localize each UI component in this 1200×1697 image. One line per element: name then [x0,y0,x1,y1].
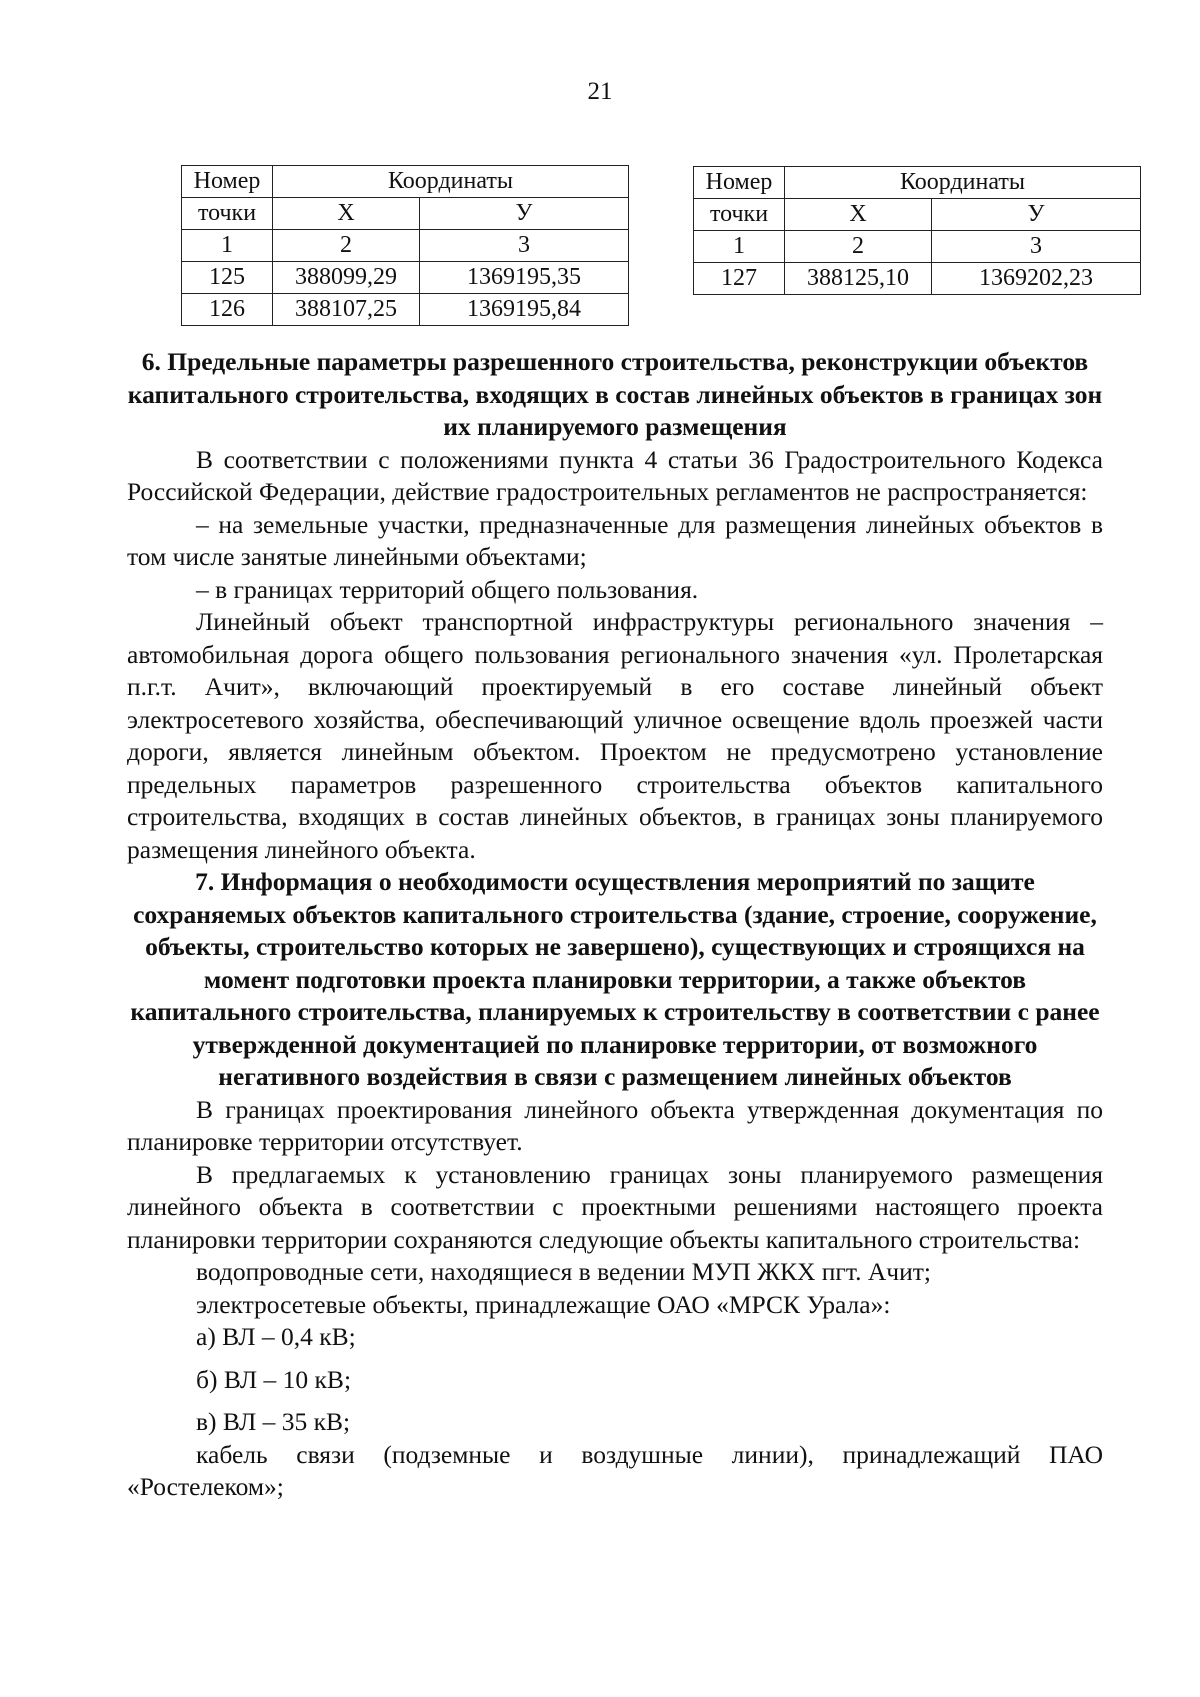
section-7-paragraph-2: В предлагаемых к установлению границах зоны планируемого размещения линейного объекта в соответствии с проектными решениями настоящего проекта планировки территории сохраняются следующие объекты капитального строительства: [127,1159,1103,1254]
document-body [127,346,1103,1504]
table-cell: 1 [694,231,785,263]
table-cell: 1369202,23 [932,263,1141,295]
header-number: Номер [694,167,785,199]
table-row [694,263,1141,295]
table-cell: 126 [182,294,273,326]
table-cell: 1369195,84 [420,294,629,326]
section-6-bullet-2: – в границах территорий общего пользования. [196,574,699,604]
header-number: Номер [182,166,273,198]
header-coordinates: Координаты [273,166,629,198]
table-cell: 388099,29 [273,262,420,294]
table-cell: 388125,10 [785,263,932,295]
coordinates-table-2 [693,166,1141,295]
table-cell: 1369195,35 [420,262,629,294]
list-item: кабель связи (подземные и воздушные линии), принадлежащий ПАО «Ростелеком»; [127,1439,1103,1501]
section-7-heading: 7. Информация о необходимости осуществления мероприятий по защите сохраняемых объектов капитального строительства (здание, строение, сооружение, объекты, строительство которых не завершено), существующих и строящихся на момент подготовки проекта планировки территории, а также объектов капитального строительства, планируемых к строительству в соответствии с ранее утвержденной документацией по планировке территории, от возможного негативного воздействия в связи с размещением линейных объектов [130,867,1100,1091]
table-index-row [182,230,629,262]
header-y: У [420,198,629,230]
list-item: а) ВЛ – 0,4 кВ; [196,1322,356,1351]
table-cell: 1 [182,230,273,262]
list-item: электросетевые объекты, принадлежащие ОАО «МРСК Урала»: [196,1289,891,1319]
table-cell: 127 [694,263,785,295]
page-number: 21 [587,78,613,105]
table-row [182,262,629,294]
header-y: У [932,199,1141,231]
section-6-bullet-1: – на земельные участки, предназначенные для размещения линейных объектов в том числе занятые линейными объектами; [127,509,1103,571]
header-number-sub: точки [694,199,785,231]
table-row [182,294,629,326]
table-cell: 2 [273,230,420,262]
header-x: Х [785,199,932,231]
table-cell: 3 [932,231,1141,263]
table-cell: 3 [420,230,629,262]
header-coordinates: Координаты [785,167,1141,199]
table-cell: 2 [785,231,932,263]
header-x: Х [273,198,420,230]
section-6-paragraph-1: В соответствии с положениями пункта 4 статьи 36 Градостроительного Кодекса Российской Федерации, действие градостроительных регламентов не распространяется: [127,444,1103,506]
table-cell: 388107,25 [273,294,420,326]
list-item: водопроводные сети, находящиеся в ведении МУП ЖКХ пгт. Ачит; [196,1257,931,1286]
table-index-row [694,231,1141,263]
coordinates-table-1 [181,165,629,326]
header-number-sub: точки [182,198,273,230]
section-6-paragraph-2: Линейный объект транспортной инфраструктуры регионального значения – автомобильная дорога общего пользования регионального значения «ул. Пролетарская п.г.т. Ачит», включающий проектируемый в его составе линейный объект электросетевого хозяйства, обеспечивающий уличное освещение вдоль проезжей части дороги, является линейным объектом. Проектом не предусмотрено установление предельных параметров разрешенного строительства объектов капитального строительства, входящих в состав линейных объектов, в границах зоны планируемого размещения линейного объекта. [127,607,1103,864]
section-7-paragraph-1: В границах проектирования линейного объекта утвержденная документация по планировке территории отсутствует. [127,1094,1103,1156]
table-cell: 125 [182,262,273,294]
list-item: б) ВЛ – 10 кВ; [196,1364,352,1394]
list-item: в) ВЛ – 35 кВ; [196,1407,351,1436]
section-6-heading: 6. Предельные параметры разрешенного строительства, реконструкции объектов капитального строительства, входящих в состав линейных объектов в границах зон их планируемого размещения [127,347,1103,441]
